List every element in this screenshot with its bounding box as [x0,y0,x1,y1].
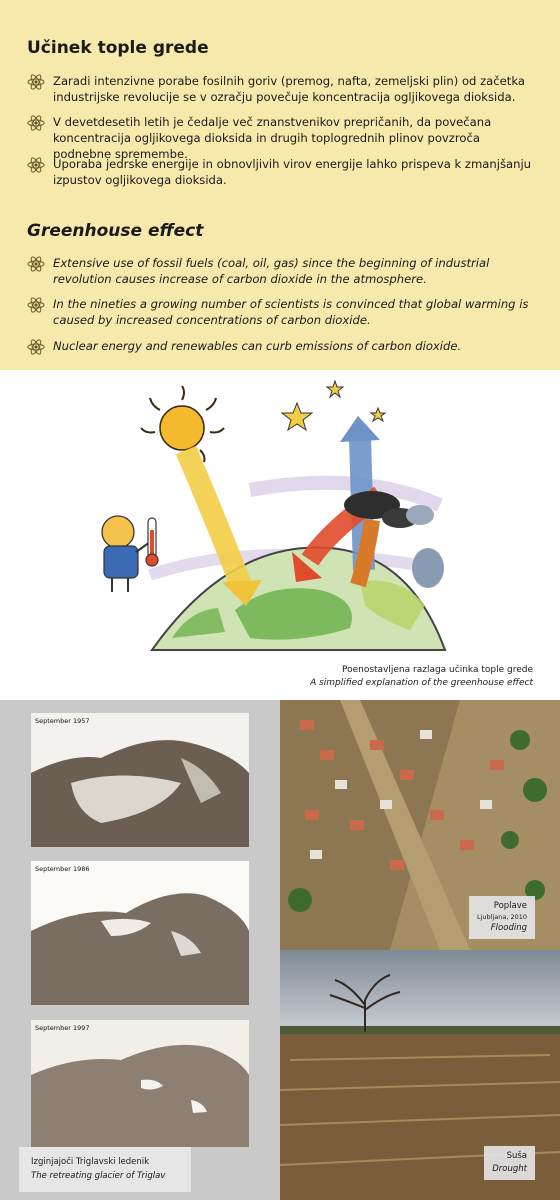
caption-slovenian: Suša [506,1151,527,1161]
mountain-image [31,1020,249,1147]
caption-english: Drought [492,1164,527,1174]
info-panel [0,0,560,370]
caption-english: Flooding [490,923,527,933]
caption-place: Ljubljana, 2010 [476,913,527,921]
heading-slovenian: Učinek tople grede [27,38,209,58]
heading-english: Greenhouse effect [27,221,204,241]
atom-bullet-icon [27,339,47,355]
character-with-thermometer [102,516,158,592]
mountain-image [31,861,249,1005]
atom-bullet-icon [27,157,47,173]
bullet-sl-1 [27,73,537,105]
flood-caption [469,896,535,939]
bullet-text: In the nineties a growing number of scientists is convinced that global warming is caused by increased concentrations of carbon dioxide. [53,297,529,327]
bullet-en-1 [27,255,537,287]
greenhouse-drawing [0,370,560,700]
caption-english: The retreating glacier of Triglav [31,1171,166,1181]
mountain-image [31,713,249,847]
bullet-en-2 [27,296,537,328]
glacier-photo-1957 [31,713,249,847]
glacier-photo-1997 [31,1020,249,1147]
photo-date: September 1997 [35,1024,90,1032]
caption-english: A simplified explanation of the greenhouse effect [310,678,533,688]
bullet-text: Extensive use of fossil fuels (coal, oil, gas) since the beginning of industrial revolution causes increase of carbon dioxide in the atmosphere. [53,256,490,286]
photo-date: September 1986 [35,865,90,873]
bullet-text: Uporaba jedrske energije in obnovljivih virov energije lahko prispeva k zmanjšanju izpustov ogljikovega dioksida. [53,157,532,187]
illustration-caption [310,664,533,690]
drought-photo [280,950,560,1200]
bullet-en-3 [27,338,537,355]
bullet-text: V devetdesetih letih je čedalje več znanstvenikov prepričanih, da povečana koncentracija ogljikovega dioksida in drugih toplogrednih plinov povzroča podnebne spremembe. [53,115,492,161]
greenhouse-illustration [0,370,560,700]
drought-caption [484,1146,535,1180]
bullet-text: Zaradi intenzivne porabe fosilnih goriv (premog, nafta, zemeljski plin) od začetka industrijske revolucije se v ozračju povečuje koncentracija ogljikovega dioksida. [53,74,525,104]
bullet-sl-2 [27,114,537,162]
bullet-sl-3 [27,156,537,188]
atom-bullet-icon [27,256,47,272]
bullet-text: Nuclear energy and renewables can curb emissions of carbon dioxide. [53,339,462,353]
flood-photo [280,700,560,950]
atom-bullet-icon [27,115,47,131]
atom-bullet-icon [27,74,47,90]
caption-slovenian: Izginjajoči Triglavski ledenik [31,1157,150,1167]
glacier-column [0,700,280,1200]
sun-icon [141,386,224,462]
atom-bullet-icon [27,297,47,313]
glacier-photo-1986 [31,861,249,1005]
photo-date: September 1957 [35,717,90,725]
caption-slovenian: Poplave [493,901,527,911]
caption-slovenian: Poenostavljena razlaga učinka tople grede [341,665,533,675]
glacier-caption [19,1147,191,1192]
